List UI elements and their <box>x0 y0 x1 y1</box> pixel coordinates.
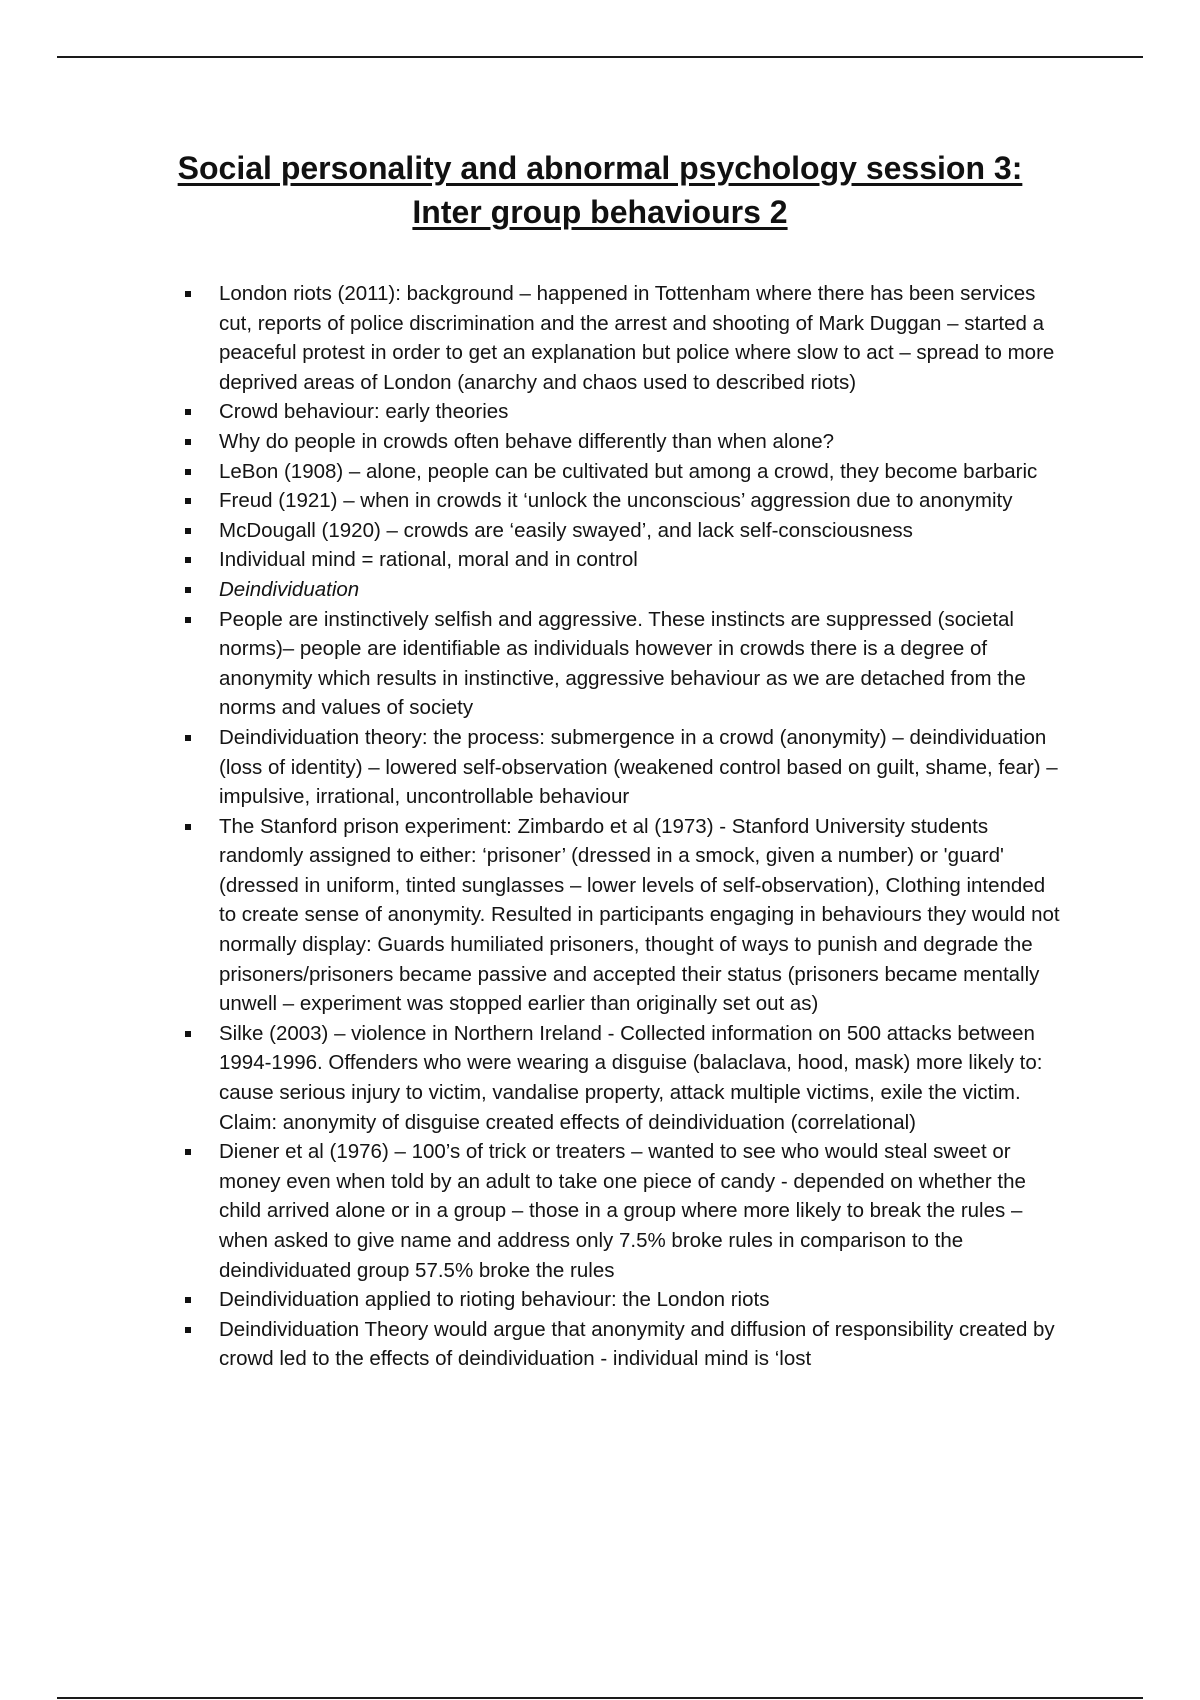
list-item-text: Silke (2003) – violence in Northern Ireland - Collected information on 500 attacks between 1994-1996. Offenders who were wearing a disguise (balaclava, hood, mask) more likely to: cause serious injury to victim, vandalise property, attack multiple victims, exile the victim. Claim: anonymity of disguise created effects of deindividuation (correlational) <box>219 1021 1043 1134</box>
list-item-text: People are instinctively selfish and aggressive. These instincts are suppressed (societal norms)– people are identifiable as individuals however in crowds there is a degree of anonymity which results in instinctive, aggressive behaviour as we are detached from the norms and values of society <box>219 607 1026 720</box>
list-item <box>183 279 1063 397</box>
square-bullet-icon <box>185 528 191 534</box>
square-bullet-icon <box>185 735 191 741</box>
square-bullet-icon <box>185 469 191 475</box>
page-title: Social personality and abnormal psychology session 3: Inter group behaviours 2 <box>177 150 1023 230</box>
list-item <box>183 1137 1063 1285</box>
list-item-text: The Stanford prison experiment: Zimbardo et al (1973) - Stanford University students randomly assigned to either: ‘prisoner’ (dressed in a smock, given a number) or 'guard' (dressed in uniform, tinted sunglasses – lower levels of self-observation), Clothing intended to create sense of anonymity. Resulted in participants engaging in behaviours they would not normally display: Guards humiliated prisoners, thought of ways to punish and degrade the prisoners/prisoners became passive and accepted their status (prisoners became mentally unwell – experiment was stopped earlier than originally set out as) <box>219 814 1060 1016</box>
list-item-text: Individual mind = rational, moral and in control <box>219 548 638 572</box>
square-bullet-icon <box>185 557 191 563</box>
list-item-text: Deindividuation applied to rioting behaviour: the London riots <box>219 1288 770 1312</box>
list-item <box>183 545 1063 575</box>
list-item-text: McDougall (1920) – crowds are ‘easily swayed’, and lack self-consciousness <box>219 518 913 542</box>
square-bullet-icon <box>185 587 191 593</box>
list-item-text: Freud (1921) – when in crowds it ‘unlock the unconscious’ aggression due to anonymity <box>219 489 1013 513</box>
list-item-text: Why do people in crowds often behave differently than when alone? <box>219 429 835 453</box>
list-item-text: Deindividuation Theory would argue that anonymity and diffusion of responsibility created by crowd led to the effects of deindividuation - individual mind is ‘lost <box>219 1317 1055 1371</box>
square-bullet-icon <box>185 824 191 830</box>
list-item-text: LeBon (1908) – alone, people can be cultivated but among a crowd, they become barbaric <box>219 459 1038 483</box>
list-item <box>183 1285 1063 1315</box>
list-item <box>183 516 1063 546</box>
list-item <box>183 1019 1063 1137</box>
square-bullet-icon <box>185 1327 191 1333</box>
footer-rule <box>57 1697 1143 1699</box>
header-rule <box>57 56 1143 58</box>
notes-list <box>183 279 1063 1374</box>
list-item <box>183 575 1063 605</box>
square-bullet-icon <box>185 409 191 415</box>
square-bullet-icon <box>185 291 191 297</box>
list-item <box>183 397 1063 427</box>
list-item <box>183 1315 1063 1374</box>
list-item <box>183 605 1063 723</box>
square-bullet-icon <box>185 1031 191 1037</box>
square-bullet-icon <box>185 617 191 623</box>
list-item-text: Deindividuation <box>219 577 360 601</box>
list-item <box>183 486 1063 516</box>
list-item-text: Crowd behaviour: early theories <box>219 400 509 424</box>
square-bullet-icon <box>185 1149 191 1155</box>
list-item <box>183 723 1063 812</box>
list-item <box>183 812 1063 1019</box>
list-item <box>183 427 1063 457</box>
square-bullet-icon <box>185 439 191 445</box>
square-bullet-icon <box>185 498 191 504</box>
list-item <box>183 457 1063 487</box>
list-item-text: Diener et al (1976) – 100’s of trick or treaters – wanted to see who would steal sweet or money even when told by an adult to take one piece of candy - depended on whether the child arrived alone or in a group – those in a group where more likely to break the rules – when asked to give name and address only 7.5% broke rules in comparison to the deindividuated group 57.5% broke the rules <box>219 1140 1026 1282</box>
list-item-text: Deindividuation theory: the process: submergence in a crowd (anonymity) – deindividuation (loss of identity) – lowered self-observation (weakened control based on guilt, shame, fear) – impulsive, irrational, uncontrollable behaviour <box>219 725 1058 809</box>
list-item-text: London riots (2011): background – happened in Tottenham where there has been services cut, reports of police discrimination and the arrest and shooting of Mark Duggan – started a peaceful protest in order to get an explanation but police where slow to act – spread to more deprived areas of London (anarchy and chaos used to described riots) <box>219 282 1055 394</box>
square-bullet-icon <box>185 1297 191 1303</box>
